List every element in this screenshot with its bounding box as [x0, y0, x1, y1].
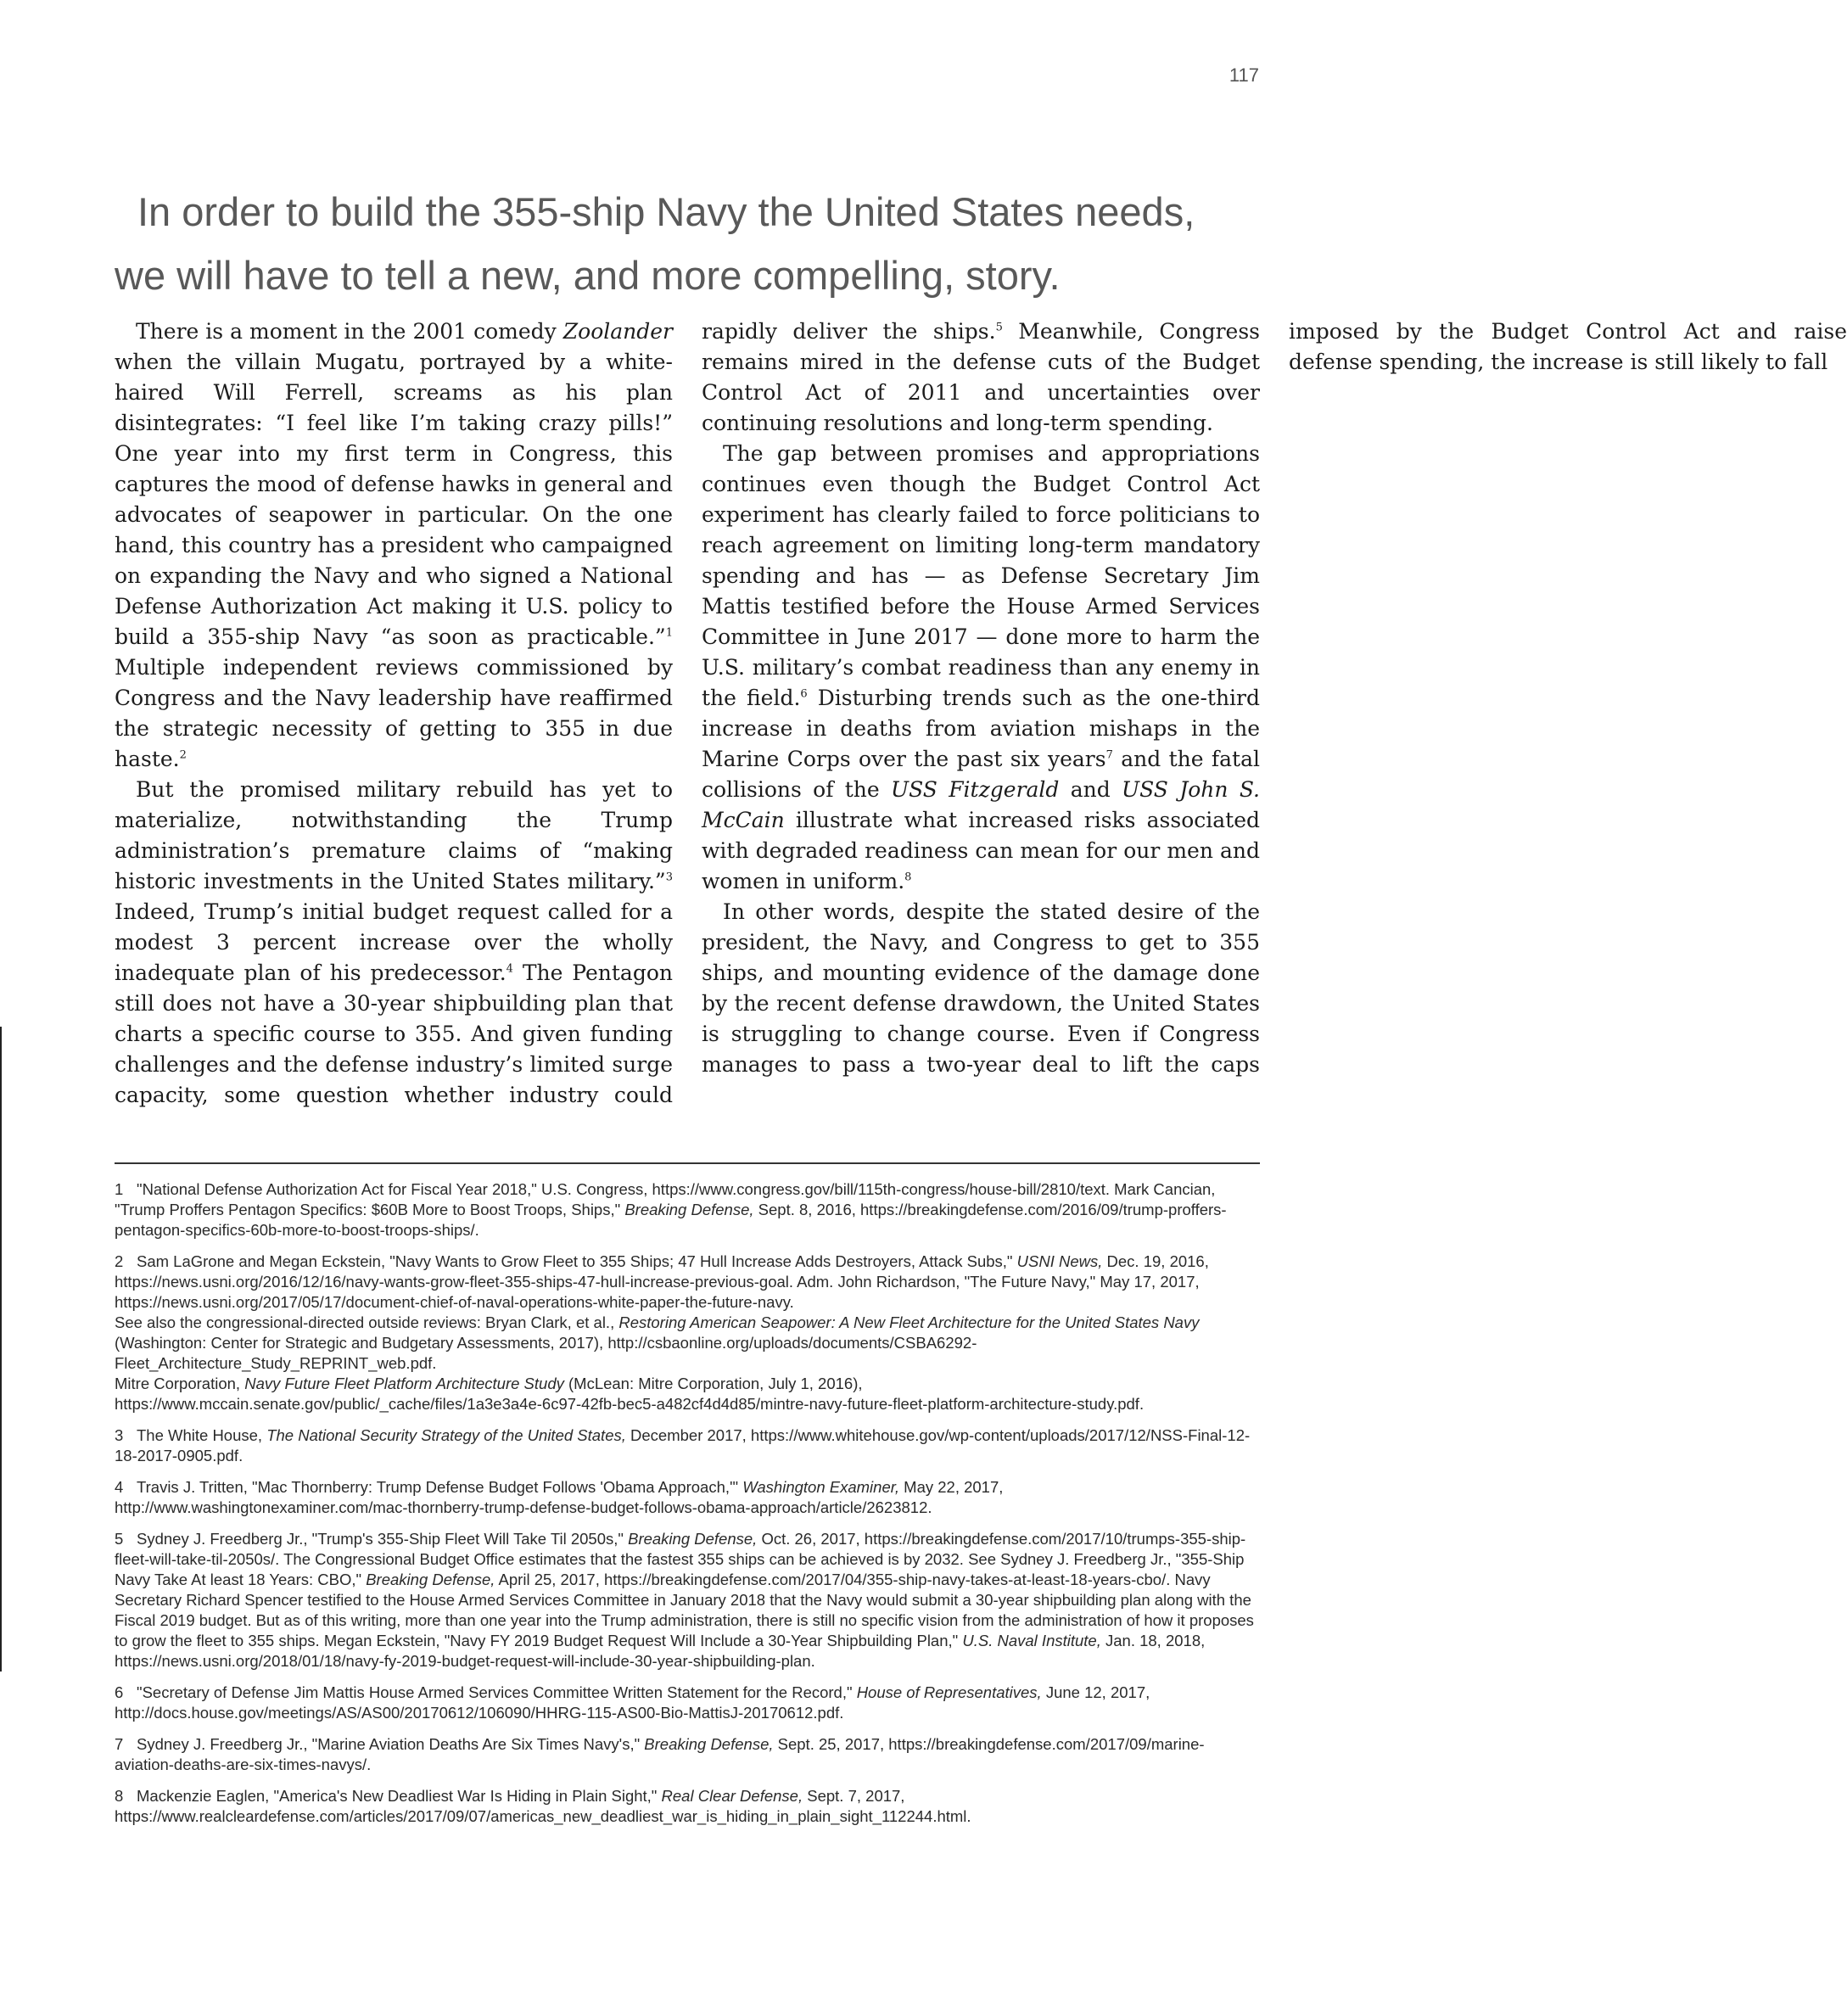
text-run: illustrate what increased risks associated with degraded readiness can mean for our men and women in uniform. [702, 808, 1260, 893]
text-run: Meanwhile, Congress remains mired in the defense cuts of the Budget Control Act of 2011 and uncertainties over continuing resolutions and long-term spending. [702, 319, 1261, 435]
text-run: There is a moment in the 2001 comedy [136, 319, 563, 344]
footnote-1 [115, 1179, 1260, 1240]
text-run: Travis J. Tritten, "Mac Thornberry: Trump Defense Budget Follows 'Obama Approach,'" [137, 1478, 743, 1496]
footnote-ref: 8 [904, 871, 912, 884]
footnote-3 [115, 1425, 1260, 1466]
italic-title: Breaking Defense, [644, 1735, 774, 1753]
text-run: (Washington: Center for Strategic and Budgetary Assessments, 2017), http://csbaonline.org/uploads/documents/CSBA6292-Fleet_Architecture_Study_REPRINT_web.pdf. [115, 1334, 977, 1372]
footnote-text [115, 1529, 1260, 1672]
footnote-number: 2 [115, 1252, 124, 1270]
body-paragraph [115, 316, 673, 775]
italic-title: USS John S. McCain [702, 777, 1260, 832]
text-run: and [1059, 777, 1122, 802]
text-run: Sydney J. Freedberg Jr., "Trump's 355-Ship Fleet Will Take Til 2050s," [137, 1530, 629, 1548]
footnote-text [115, 1179, 1260, 1240]
footnote-number: 5 [115, 1530, 124, 1548]
text-run: Sept. 25, 2017, https://breakingdefense.com/2017/09/marine-aviation-deaths-are-six-times-navys/. [115, 1735, 1205, 1773]
italic-title: The National Security Strategy of the United States, [266, 1426, 626, 1444]
text-run: May 22, 2017, http://www.washingtonexaminer.com/mac-thornberry-trump-defense-budget-follows-obama-approach/article/2623812. [115, 1478, 1004, 1516]
footnote-number: 7 [115, 1735, 124, 1753]
text-run: when the villain Mugatu, portrayed by a white-haired Will Ferrell, screams as his plan disintegrates: “I feel like I’m taking crazy pills!” One year into my first term in Congress, this captures the mood of defense hawks in general and advocates of seapower in particular. On the one hand, this country has a president who campaigned on expanding the Navy and who signed a National Defense Authorization Act making it U.S. policy to build a 355-ship Navy “as soon as practicable.” [115, 350, 673, 649]
footnote-ref: 7 [1105, 748, 1113, 762]
footnotes-section [115, 1179, 1260, 1838]
footnote-divider [115, 1162, 1260, 1164]
footnote-number: 3 [115, 1426, 124, 1444]
body-paragraph [702, 439, 1260, 897]
italic-title: Navy Future Fleet Platform Architecture Study [244, 1375, 564, 1392]
text-run: Sam LaGrone and Megan Eckstein, "Navy Wants to Grow Fleet to 355 Ships; 47 Hull Increase Adds Destroyers, Attack Subs," [137, 1252, 1017, 1270]
footnote-text [115, 1425, 1260, 1466]
text-run: Jan. 18, 2018, https://news.usni.org/2018/01/18/navy-fy-2019-budget-request-will-include-30-year-shipbuilding-plan. [115, 1632, 1206, 1670]
text-run: December 2017, https://www.whitehouse.gov/wp-content/uploads/2017/12/NSS-Final-12-18-2017-0905.pdf. [115, 1426, 1251, 1464]
pull-quote [115, 180, 1260, 307]
footnote-text [115, 1313, 1260, 1374]
text-run: Multiple independent reviews commissioned by Congress and the Navy leadership have reaffirmed the strategic necessity of getting to 355 in due haste. [115, 655, 673, 771]
text-run: Dec. 19, 2016, https://news.usni.org/2016/12/16/navy-wants-grow-fleet-355-ships-47-hull-increase-previous-goal. Adm. John Richardson, "The Future Navy," May 17, 2017, https://news.usni.org/2017/05/17/document-chief-of-naval-operations-white-paper-the-future-navy. [115, 1252, 1209, 1311]
text-run: "National Defense Authorization Act for Fiscal Year 2018," U.S. Congress, https://www.congress.gov/bill/115th-congress/house-bill/2810/text. Mark Cancian, "Trump Proffers Pentagon Specifics: $60B More to Boost Troops, Ships," [115, 1180, 1216, 1218]
footnote-ref: 3 [665, 871, 673, 884]
italic-title: USNI News, [1016, 1252, 1103, 1270]
footnote-7 [115, 1734, 1260, 1775]
text-run: The White House, [137, 1426, 267, 1444]
footnote-text [115, 1477, 1260, 1518]
italic-title: U.S. Naval Institute, [962, 1632, 1101, 1649]
text-run: In other words, despite the stated desire of the president, the Navy, and Congress to get to 355 ships, and mounting evidence of the damage done by the recent defense drawdown, the United States is struggling to change course. Even if Congress manages to pass a two-year deal to lift the caps imposed by the Budget Control Act and raise defense spending, the increase is still likely to fall [702, 319, 1847, 1077]
text-run: and the fatal collisions of the [702, 747, 1260, 802]
footnote-text [115, 1734, 1260, 1775]
text-run: Mackenzie Eaglen, "America's New Deadliest War Is Hiding in Plain Sight," [137, 1787, 662, 1805]
text-run: June 12, 2017, http://docs.house.gov/meetings/AS/AS00/20170612/106090/HHRG-115-AS00-Bio-MattisJ-20170612.pdf. [115, 1683, 1150, 1722]
footnote-8 [115, 1786, 1260, 1827]
footnote-ref: 4 [506, 962, 513, 976]
footnote-ref: 2 [179, 748, 187, 762]
page-edge-mark [0, 1027, 2, 1672]
text-run: See also the congressional-directed outside reviews: Bryan Clark, et al., [115, 1313, 619, 1331]
text-run: Sept. 7, 2017, https://www.realcleardefense.com/articles/2017/09/07/americas_new_deadliest_war_is_hiding_in_plain_sight_112244.html. [115, 1787, 971, 1825]
page-number: 117 [1229, 64, 1259, 86]
footnote-text [115, 1683, 1260, 1723]
footnote-6 [115, 1683, 1260, 1723]
italic-title: House of Representatives, [856, 1683, 1042, 1701]
text-run: But the promised military rebuild has yet to materialize, notwithstanding the Trump administration’s premature claims of “making historic investments in the United States military.” [115, 777, 673, 893]
footnote-ref: 5 [995, 321, 1003, 334]
footnote-number: 4 [115, 1478, 124, 1496]
footnote-number: 6 [115, 1683, 124, 1701]
text-run: The Pentagon still does not have a 30-year shipbuilding plan that charts a specific course to 355. And given funding challenges and the defense industry’s limited surge capacity, some question whether industry could rapidly deliver the ships. [115, 319, 996, 1107]
text-run: Disturbing trends such as the one-third increase in deaths from aviation mishaps in the Marine Corps over the past six years [702, 686, 1260, 771]
text-run: "Secretary of Defense Jim Mattis House Armed Services Committee Written Statement for the Record," [137, 1683, 857, 1701]
pull-quote-line-1: In order to build the 355-ship Navy the United States needs, [137, 189, 1195, 234]
footnote-text [115, 1374, 1260, 1414]
text-run: April 25, 2017, https://breakingdefense.com/2017/04/355-ship-navy-takes-at-least-18-years-cbo/. Navy Secretary Richard Spencer testified to the House Armed Services Committee in January 2018 that the Navy would submit a 30-year shipbuilding plan along with the Fiscal 2019 budget. But as of this writing, more than one year into the Trump administration, there is still no specific vision from the administration of how it proposes to grow the fleet to 355 ships. Megan Eckstein, "Navy FY 2019 Budget Request Will Include a 30-Year Shipbuilding Plan," [115, 1571, 1254, 1649]
footnote-text [115, 1252, 1260, 1313]
footnote-text [115, 1786, 1260, 1827]
text-run: (McLean: Mitre Corporation, July 1, 2016), https://www.mccain.senate.gov/public/_cache/files/1a3e3a4e-6c97-42fb-bec5-a482cf4d4d85/mintre-navy-future-fleet-platform-architecture-study.pdf. [115, 1375, 1145, 1413]
text-run: The gap between promises and appropriations continues even though the Budget Control Act experiment has clearly failed to force politicians to reach agreement on limiting long-term mandatory spending and has — as Defense Secretary Jim Mattis testified before the House Armed Services Committee in June 2017 — done more to harm the U.S. military’s combat readiness than any enemy in the field. [702, 441, 1260, 710]
italic-title: Breaking Defense, [628, 1530, 758, 1548]
footnote-4 [115, 1477, 1260, 1518]
footnote-ref: 6 [800, 687, 808, 701]
article-body [115, 316, 1847, 1123]
text-run: Oct. 26, 2017, https://breakingdefense.com/2017/10/trumps-355-ship-fleet-will-take-til-2050s/. The Congressional Budget Office estimates that the fastest 355 ships can be achieved is by 2032. See Sydney J. Freedberg Jr., "355-Ship Navy Take At least 18 Years: CBO," [115, 1530, 1246, 1588]
italic-title: Restoring American Seapower: A New Fleet Architecture for the United States Navy [618, 1313, 1200, 1331]
italic-title: Real Clear Defense, [661, 1787, 803, 1805]
italic-title: Breaking Defense, [366, 1571, 495, 1588]
footnote-number: 8 [115, 1787, 124, 1805]
italic-title: Breaking Defense, [624, 1201, 754, 1218]
footnote-5 [115, 1529, 1260, 1672]
footnote-number: 1 [115, 1180, 124, 1198]
italic-title: USS Fitzgerald [891, 777, 1060, 802]
footnote-2 [115, 1252, 1260, 1414]
text-run: Indeed, Trump’s initial budget request called for a modest 3 percent increase over the wholly inadequate plan of his predecessor. [115, 899, 673, 985]
footnote-ref: 1 [665, 626, 673, 640]
italic-title: Zoolander [562, 319, 673, 344]
pull-quote-line-2: we will have to tell a new, and more compelling, story. [115, 253, 1061, 298]
text-run: Sept. 8, 2016, https://breakingdefense.com/2016/09/trump-proffers-pentagon-specifics-60b-more-to-boost-troops-ships/. [115, 1201, 1227, 1239]
text-run: Mitre Corporation, [115, 1375, 245, 1392]
italic-title: Washington Examiner, [742, 1478, 900, 1496]
text-run: Sydney J. Freedberg Jr., "Marine Aviation Deaths Are Six Times Navy's," [137, 1735, 645, 1753]
